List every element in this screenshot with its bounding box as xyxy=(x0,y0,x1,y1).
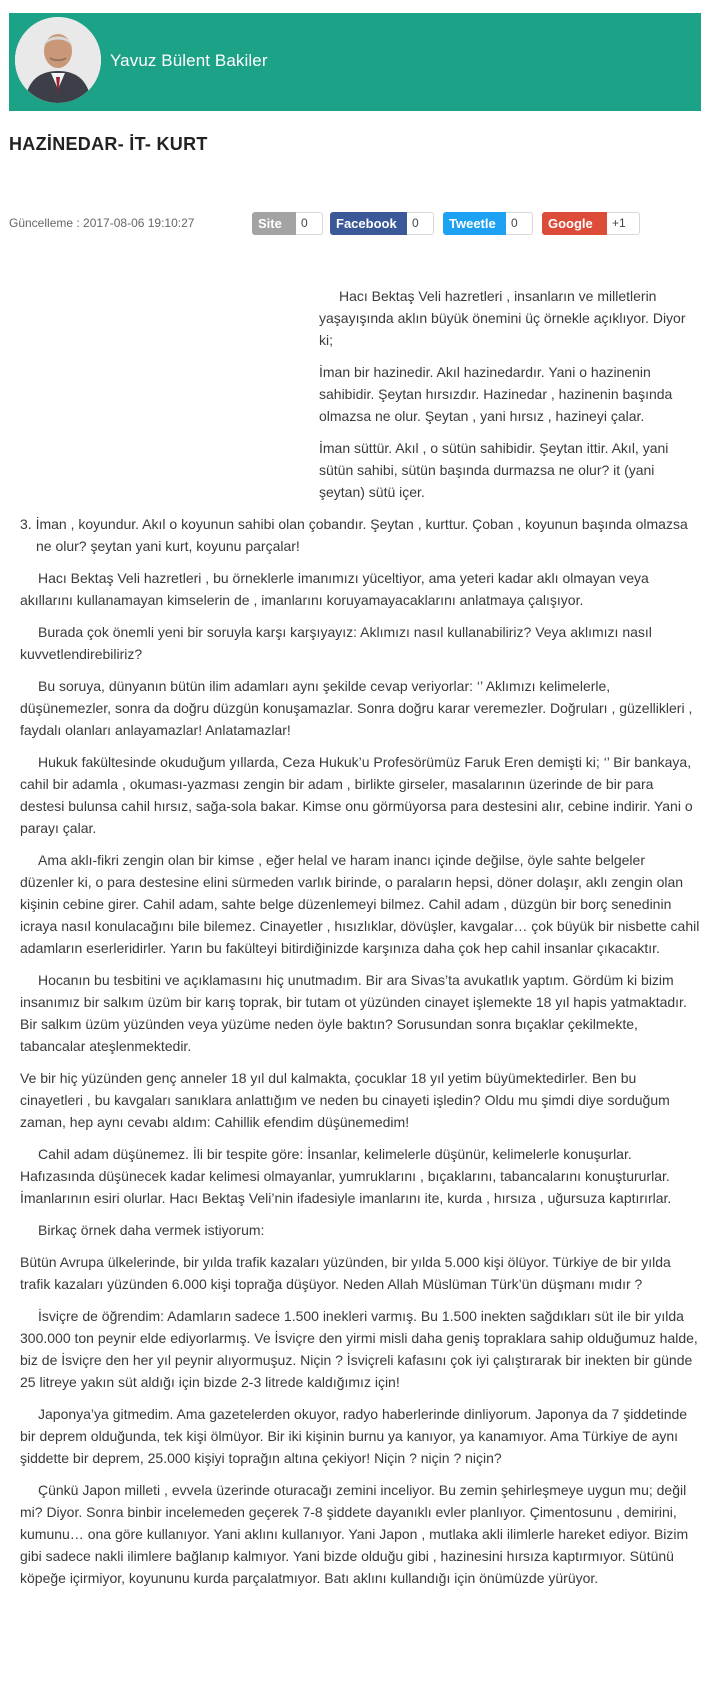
paragraph: Cahil adam düşünemez. İli bir tespite göre: İnsanlar, kelimelerle düşünür, kelimelerle konuşurlar. Hafızasında düşünecek kadar kelimesi olmayanlar, yumruklarını , bıçaklarını, tabancalarını konuştururlar. İmanlarının esiri olurlar. Hacı Bektaş Veli’nin ifadesiyle imanlarını ite, kurda , hırsıza , uğursuza kaptırırlar. xyxy=(20,1146,672,1206)
share-tweetle-label[interactable]: Tweetle xyxy=(443,212,506,235)
avatar[interactable] xyxy=(15,17,101,103)
author-name[interactable]: Yavuz Bülent Bakiler xyxy=(110,51,268,70)
paragraph-overlap xyxy=(20,675,700,741)
quote-treasure: İman bir hazinedir. Akıl hazinedardır. Yani o hazinenin sahibidir. Şeytan hırsızdır. Hazinedar , hazinenin başında olmazsa ne olur. Şeytan , yani hırsız , hazineyi çalar. xyxy=(319,364,673,424)
share-google[interactable] xyxy=(542,212,640,235)
share-site-label[interactable]: Site xyxy=(252,212,296,235)
paragraph: Hukuk fakültesinde okuduğum yıllarda, Ceza Hukuk’u Profesörümüz Faruk Eren demişti ki; ‘’ Bir bankaya, cahil bir adamla , okuması-yazması zengin bir adam , birlikte girseler, masalarının üzerinde de bir para destesi bulunsa cahil hırsız, sağa-sola bakar. Kimse onu görmüyorsa para destesini alır, cebine indirir. Yani o parayı çalar. xyxy=(20,754,693,836)
ghost-line xyxy=(20,693,700,703)
paragraph: Hocanın bu tesbitini ve açıklamasını hiç unutmadım. Bir ara Sivas’ta avukatlık yaptım. Gördüm ki bizim insanımız bir salkım üzüm bir karış toprak, bir tutam ot yüzünden cinayet işlemekte 18 yıl hapis yatmaktadır. Bir salkım üzüm yüzünden veya yüzüme neden öyle baktın? Sorusundan sonra bıçaklar çekilmekte, tabancalar ateşlenmektedir. xyxy=(20,972,687,1054)
quote-milk: İman süttür. Akıl , o sütün sahibidir. Şeytan ittir. Akıl, yani sütün sahibi, sütün başında durmazsa ne olur? it (yani şeytan) sütü içer. xyxy=(319,440,669,500)
paragraph: İsviçre de öğrendim: Adamların sadece 1.500 inekleri varmış. Bu 1.500 inekten sağdıkları süt ile bir yılda 300.000 ton peynir elde ediyorlarmış. Ve İsviçre den yirmi misli daha geniş topraklara sahip olduğumuz halde, biz de İsviçre den her yıl peynir alıyormuşuz. Niçin ? İsviçreli kafasını çok iyi çalıştırarak bir inekten bir günde 25 litreye yakın süt aldığı için bizde 2-3 litrede kaldığımız için! xyxy=(20,1308,698,1390)
update-timestamp: Güncelleme : 2017-08-06 19:10:27 xyxy=(9,216,195,230)
share-facebook-label[interactable]: Facebook xyxy=(330,212,407,235)
share-facebook[interactable] xyxy=(330,212,434,235)
paragraph-text: Bu soruya, dünyanın bütün ilim adamları aynı şekilde cevap veriyorlar: ‘’ Aklımızı kelimelerle, düşünemezler, sonra da doğru düzgün konuşamazlar. Sonra doğru karar veremezler. Doğruları , güzellikleri , faydalı olanları anlayamazlar! Anlatamazlar! xyxy=(20,678,693,738)
paragraph: Burada çok önemli yeni bir soruyla karşı karşıyayız: Aklımızı nasıl kullanabiliriz? Veya aklımızı nasıl kuvvetlendirebiliriz? xyxy=(20,624,652,662)
paragraph: Japonya’ya gitmedim. Ama gazetelerden okuyor, radyo haberlerinde dinliyorum. Japonya da 7 şiddetinde bir deprem olduğunda, tek kişi ölmüyor. Bir iki kişinin burnu ya kanıyor, ya kanamıyor. Ama Türkiye de aynı şiddette bir deprem, 25.000 kişiyi toprağın altına çekiyor! Niçin ? niçin ? niçin? xyxy=(20,1406,688,1466)
paragraph: Ve bir hiç yüzünden genç anneler 18 yıl dul kalmakta, çocuklar 18 yıl yetim büyümektedirler. Ben bu cinayetleri , bu kavgaları sanıklara anlattığım ve neden bu cinayeti işledin? Oldu mu şimdi diye sorduğum zaman, hep aynı cevabı aldım: Cahillik efendim düşünemedim! xyxy=(20,1070,670,1130)
author-photo xyxy=(15,17,101,103)
share-site[interactable] xyxy=(252,212,323,235)
intro-paragraph: Hacı Bektaş Veli hazretleri , insanların ve milletlerin yaşayışında aklın büyük önemini üç örnekle açıklıyor. Diyor ki; xyxy=(319,288,686,348)
author-header xyxy=(9,13,701,111)
article-body xyxy=(20,285,700,1599)
quote-sheep: 3. İman , koyundur. Akıl o koyunun sahibi olan çobandır. Şeytan , kurttur. Çoban , koyunun başında olmazsa ne olur? şeytan yani kurt, koyunu parçalar! xyxy=(20,516,688,554)
share-tweetle-count: 0 xyxy=(506,212,533,235)
paragraph: Çünkü Japon milleti , evvela üzerinde oturacağı zemini inceliyor. Bu zemin şehirleşmeye uygun mu; değil mi? Diyor. Sonra binbir incelemeden geçerek 7-8 şiddete dayanıklı evler planlıyor. Çimentosunu , demirini, kumunu… ona göre kullanıyor. Yani aklını kullanıyor. Yani Japon , mutlaka akli ilimlerle hareket ediyor. Bizim gibi sadece nakli ilimlere bağlanıp kalmıyor. Yani bizde olduğu gibi , hazinesini hırsıza kaptırmıyor. Sütünü köpeğe içirmiyor, koyununu kurda parçalatmıyor. Batı aklını kullandığı için önümüzde yürüyor. xyxy=(20,1482,689,1586)
paragraph: Hacı Bektaş Veli hazretleri , bu örneklerle imanımızı yüceltiyor, ama yeteri kadar aklı olmayan veya akıllarını kullanamayan kimselerin de , imanlarını koruyamayacaklarını anlatmaya çalışıyor. xyxy=(20,570,649,608)
share-tweetle[interactable] xyxy=(443,212,533,235)
paragraph: Bütün Avrupa ülkelerinde, bir yılda trafik kazaları yüzünden, bir yılda 5.000 kişi ölüyor. Türkiye de bir yılda trafik kazaları yüzünden 6.000 kişi toprağa düşüyor. Neden Allah Müslüman Türk’ün düşmanı mıdır ? xyxy=(20,1254,671,1292)
article-title: HAZİNEDAR- İT- KURT xyxy=(9,134,208,154)
paragraph: Ama aklı-fikri zengin olan bir kimse , eğer helal ve haram inancı içinde değilse, öyle sahte belgeler düzenler ki, o para destesine elini sürmeden varlık birinde, o paraların hepsi, döner dolaşır, aklı zengin olan kişinin cebine girer. Cahil adam, sahte belge düzenlemeyi bilmez. Cahil adam , düzgün bir borç senedinin icraya nasıl konulacağını bile bilemez. Cinayetler , hısızlıklar, dövüşler, kavgalar… çok büyük bir nisbette cahil adamların eserleridirler. Yarın bu fakülteyi bitirdiğinizde karşınıza daha çok hep cahil insanlar çıkacaktır. xyxy=(20,852,700,956)
share-google-label[interactable]: Google xyxy=(542,212,607,235)
share-site-count: 0 xyxy=(296,212,323,235)
paragraph: Birkaç örnek daha vermek istiyorum: xyxy=(38,1222,265,1238)
intro-block xyxy=(319,285,699,503)
share-google-count: +1 xyxy=(607,212,640,235)
share-facebook-count: 0 xyxy=(407,212,434,235)
